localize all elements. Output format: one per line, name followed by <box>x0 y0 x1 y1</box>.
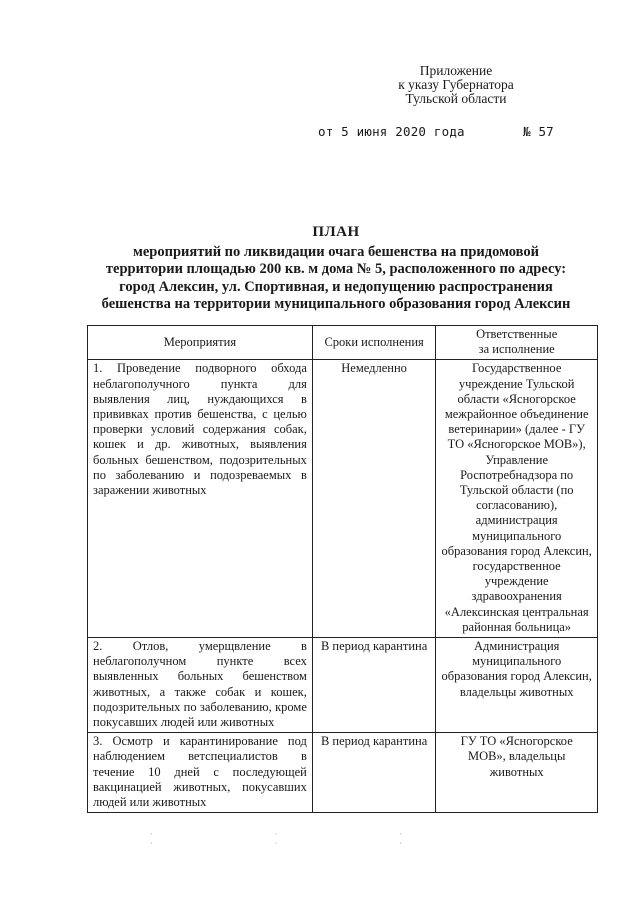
row-1-responsible: Государственное учреждение Тульской области «Ясногорское межрайонное объединение ветеринарии» (далее - ГУ ТО «Ясногорское МОВ»), Управление Роспотребнадзора по Тульской области (по согласованию), администрация муниципального образования город Алексин, государственное учреждение здравоохранения «Алексинская центральная районная больница» <box>436 360 598 638</box>
attachment-line-2: к указу Губернатора <box>398 77 514 92</box>
table-row <box>88 638 598 733</box>
attachment-line-1: Приложение <box>419 63 493 78</box>
row-2-deadline: В период карантина <box>312 638 435 733</box>
row-1-deadline: Немедленно <box>312 360 435 638</box>
table-header-row <box>88 326 598 360</box>
header-measures: Мероприятия <box>88 326 313 360</box>
row-3-deadline: В период карантина <box>312 733 435 813</box>
decree-number: № 57 <box>523 124 554 139</box>
title-heading: ПЛАН <box>312 224 360 240</box>
title-line-2: территории площадью 200 кв. м дома № 5, расположенного по адресу: <box>105 261 567 277</box>
row-1-measure: 1. Проведение подворного обхода неблагополучного пункта для выявления лиц, нуждающихся в прививках против бешенства, с целью проверки условий содержания собак, кошек и др. животных, выявления больных бешенством, подозрительных по заболеванию и подозреваемых в заражении животных <box>88 360 313 638</box>
header-responsible <box>436 326 598 360</box>
header-responsible-line-1: Ответственные <box>476 327 558 341</box>
plan-table <box>87 325 598 813</box>
row-3-measure: 3. Осмотр и карантинирование под наблюдением ветспециалистов в течение 10 дней с последующей вакцинацией животных, покусавших людей или животных <box>88 733 313 813</box>
table-row <box>88 733 598 813</box>
decree-date: от 5 июня 2020 года <box>318 124 465 139</box>
header-deadlines: Сроки исполнения <box>312 326 435 360</box>
scan-dots: · · · · · · <box>150 830 462 848</box>
header-responsible-line-2: за исполнение <box>478 342 555 357</box>
document-title <box>60 224 612 314</box>
row-2-measure: 2. Отлов, умерщвление в неблагополучном пункте всех выявленных больных бешенством животных, а также собак и кошек, подозрительных по заболеванию, кроме покусавших людей или животных <box>88 638 313 733</box>
row-2-responsible: Администрация муниципального образования город Алексин, владельцы животных <box>436 638 598 733</box>
title-line-3: город Алексин, ул. Спортивная, и недопущению распространения <box>119 278 553 295</box>
attachment-note <box>386 64 526 106</box>
attachment-line-3: Тульской области <box>405 91 507 106</box>
row-3-responsible: ГУ ТО «Ясногорское МОВ», владельцы животных <box>436 733 598 813</box>
table-row <box>88 360 598 638</box>
title-line-4: бешенства на территории муниципального образования город Алексин <box>101 296 571 312</box>
decree-date-line <box>318 124 568 139</box>
title-line-1: мероприятий по ликвидации очага бешенства на придомовой <box>132 243 539 260</box>
